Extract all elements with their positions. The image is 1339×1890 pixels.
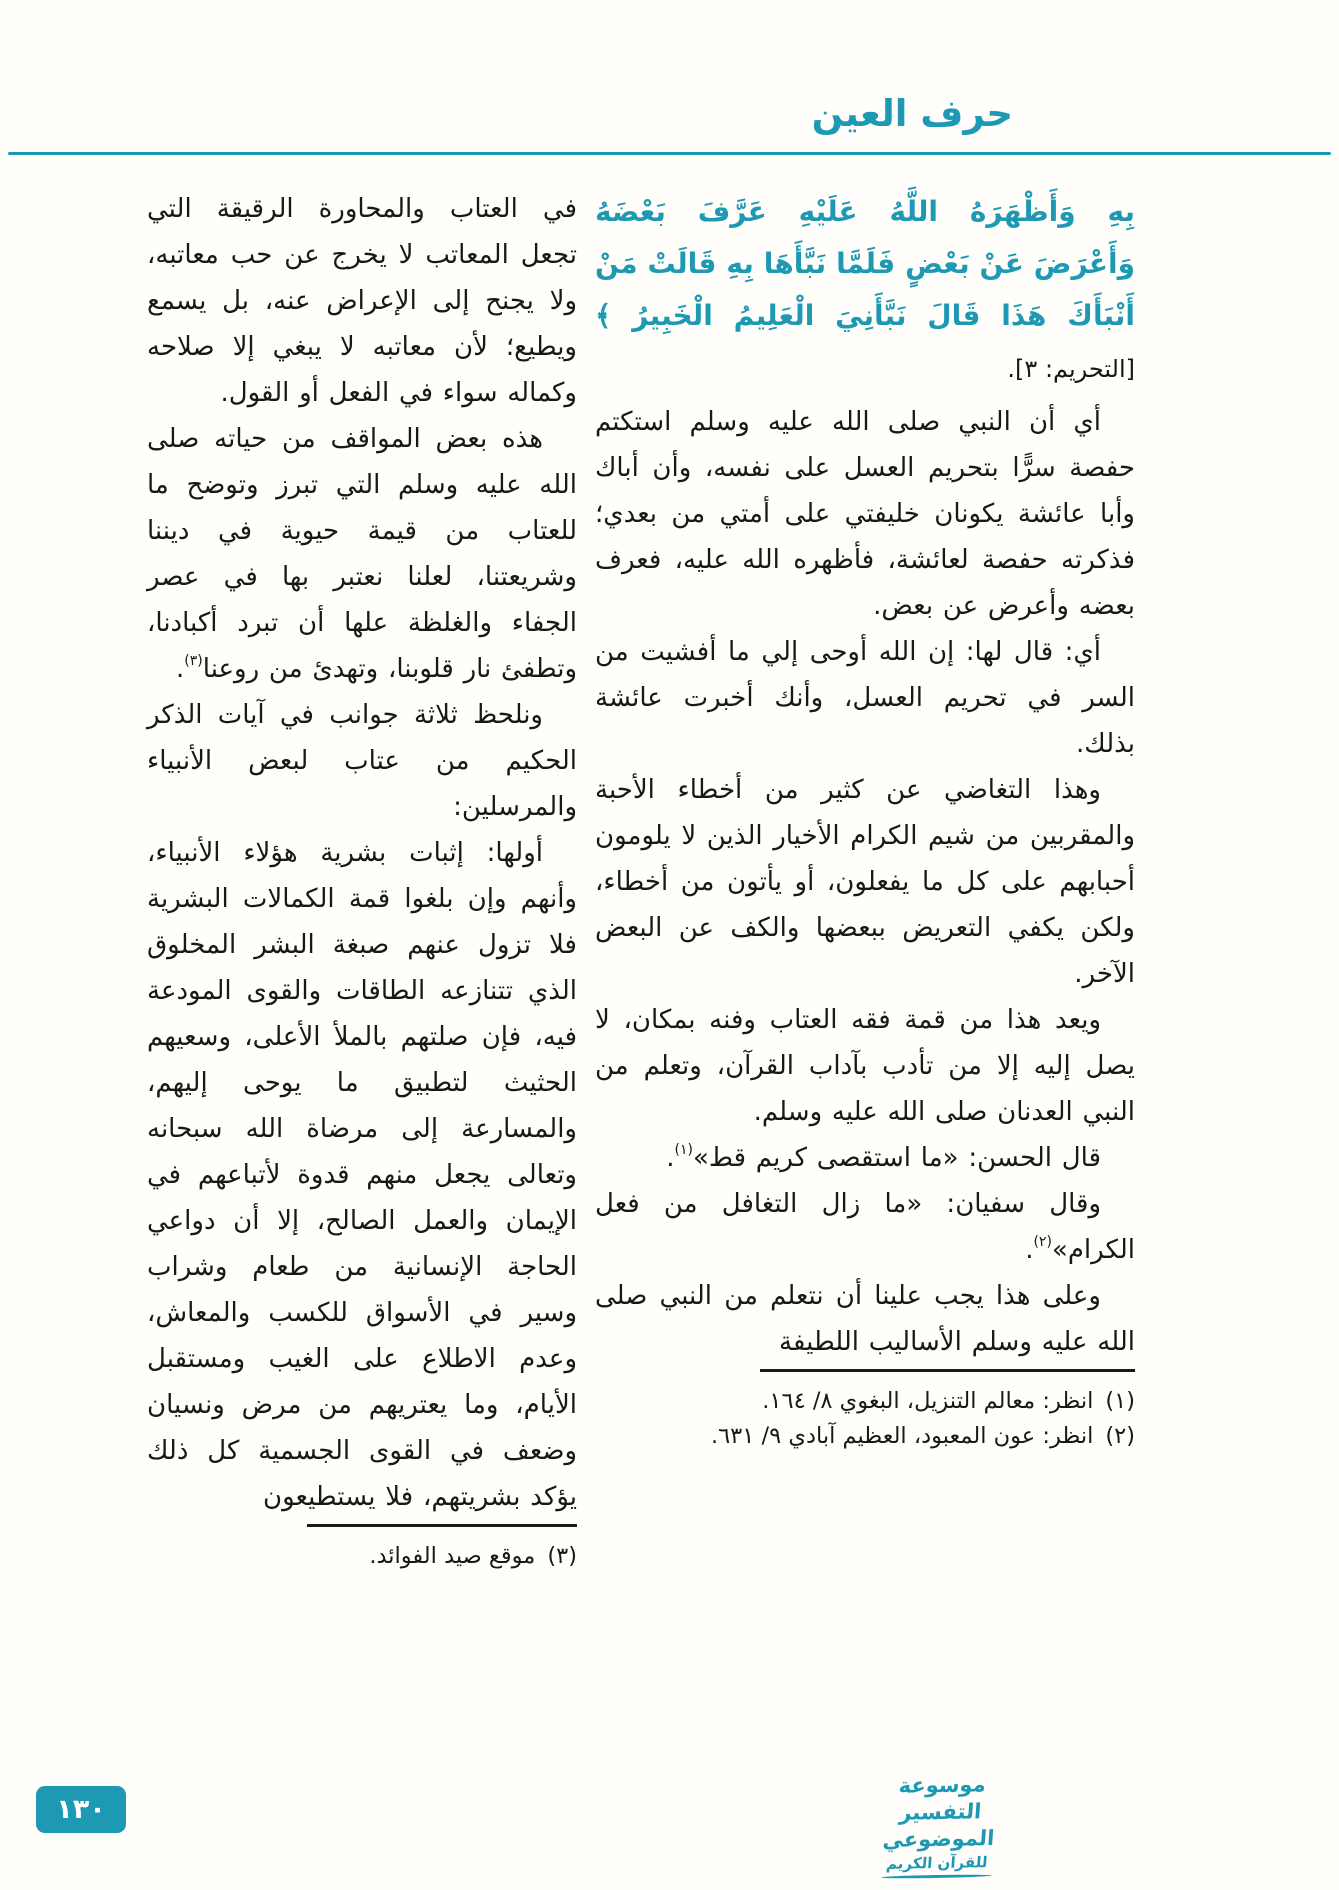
paragraph [595,1181,1135,1273]
emblem-swash-icon [881,1874,991,1879]
footnote-text: انظر: عون المعبود، العظيم آبادي ٩/ ٦٣١. [710,1422,1094,1449]
publisher-emblem [848,1770,1031,1879]
paragraph: أي: قال لها: إن الله أوحى إلي ما أفشيت من السر في تحريم العسل، وأنك أخبرت عائشة بذلك. [595,637,1135,759]
footnotes-left [147,1520,577,1574]
footnote-divider [307,1524,577,1527]
header-divider [8,152,1331,155]
paragraph [147,416,577,692]
page-number-badge: ١٣٠ [36,1786,126,1833]
paragraph: أولها: إثبات بشرية هؤلاء الأنبياء، وأنهم وإن بلغوا قمة الكمالات البشرية فلا تزول عنهم صبغة البشر المخلوق الذي تتنازعه الطاقات والقوى المودعة فيه، فإن صلتهم بالملأ الأعلى، وسعيهم الحثيث لتطبيق ما يوحى إليهم، والمسارعة إلى مرضاة الله سبحانه وتعالى يجعل منهم قدوة لأتباعهم في الإيمان والعمل الصالح، إلا أن دواعي الحاجة الإنسانية من طعام وشراب وسير في الأسواق للكسب والمعاش، وعدم الاطلاع على الغيب ومستقبل الأيام، وما يعتريهم من مرض ونسيان وضعف في القوى الجسمية كل ذلك يؤكد بشريتهم، فلا يستطيعون [147,838,577,1512]
paragraph-tail: . [176,654,185,684]
column-left [147,186,577,1569]
footnote-number: (٣) [547,1542,577,1569]
paragraph-text: هذه بعض المواقف من حياته صلى الله عليه وسلم التي تبرز وتوضح ما للعتاب من قيمة حيوية في ديننا وشريعتنا، لعلنا نعتبر بها في عصر الجفاء والغلظة علها أن تبرد أكبادنا، وتطفئ نار قلوبنا، وتهدئ من روعنا [147,424,577,684]
footnote-number: (١) [1105,1387,1135,1414]
emblem-title: موسوعة التفسير الموضوعي [881,1772,996,1852]
chapter-title: حرف العين [811,92,1013,135]
quote-text: وقال سفيان: «ما زال التغافل من فعل الكرام» [595,1189,1135,1265]
page-content [147,186,1135,1569]
paragraph: ونلحظ ثلاثة جوانب في آيات الذكر الحكيم من عتاب لبعض الأنبياء والمرسلين: [147,700,577,822]
paragraph: وهذا التغاضي عن كثير من أخطاء الأحبة والمقربين من شيم الكرام الأخيار الذين لا يلومون أحبابهم على كل ما يفعلون، أو يأتون من أخطاء، ولكن يكفي التعريض ببعضها والكف عن البعض الآخر. [595,775,1135,989]
paragraph: ويعد هذا من قمة فقه العتاب وفنه بمكان، لا يصل إليه إلا من تأدب بآداب القرآن، وتعلم من النبي العدنان صلى الله عليه وسلم. [595,1005,1135,1127]
paragraph: وعلى هذا يجب علينا أن نتعلم من النبي صلى الله عليه وسلم الأساليب اللطيفة [595,1281,1135,1357]
footnote-number: (٢) [1105,1422,1135,1449]
column-right [595,186,1135,1449]
page-header [812,92,1013,136]
footnote-divider [760,1369,1135,1372]
footnote-marker-1: (١) [674,1142,693,1159]
footnote [595,1384,1135,1419]
footnote-text: موقع صيد الفوائد. [369,1542,536,1569]
footnote [595,1419,1135,1454]
quran-verse-text: بِهِ وَأَظْهَرَهُ اللَّهُ عَلَيْهِ عَرَّفَ بَعْضَهُ وَأَعْرَضَ عَنْ بَعْضٍ فَلَمَّا نَبَّأَهَا بِهِ قَالَتْ مَنْ أَنْبَأَكَ هَذَا قَالَ نَبَّأَنِيَ الْعَلِيمُ الْخَبِيرُ ﴾ [595,195,1135,332]
quran-verse [595,186,1135,395]
paragraph: أي أن النبي صلى الله عليه وسلم استكتم حفصة سرًّا بتحريم العسل على نفسه، وأن أباك وأبا عائشة يكونان خليفتي على أمتي من بعدي؛ فذكرته حفصة لعائشة، فأظهره الله عليه، فعرف بعضه وأعرض عن بعض. [595,407,1135,621]
quote-tail: . [1025,1235,1034,1265]
paragraph: في العتاب والمحاورة الرقيقة التي تجعل المعاتب لا يخرج عن حب معاتبه، ولا يجنح إلى الإعراض عنه، بل يسمع ويطيع؛ لأن معاتبه لا يبغي إلا صلاحه وكماله سواء في الفعل أو القول. [147,194,577,408]
paragraph [595,1135,1135,1181]
quote-text: قال الحسن: «ما استقصى كريم قط» [693,1143,1101,1173]
quran-verse-reference: [التحريم: ٣]. [1007,355,1135,383]
emblem-subtitle: للقرآن الكريم [885,1853,989,1873]
quote-tail: . [666,1143,675,1173]
footnote-marker-2: (٢) [1033,1234,1052,1251]
footnote [147,1539,577,1574]
footnote-marker-3: (٣) [184,653,203,670]
footnote-text: انظر: معالم التنزيل، البغوي ٨/ ١٦٤. [762,1387,1094,1414]
footnotes-right [595,1365,1135,1454]
